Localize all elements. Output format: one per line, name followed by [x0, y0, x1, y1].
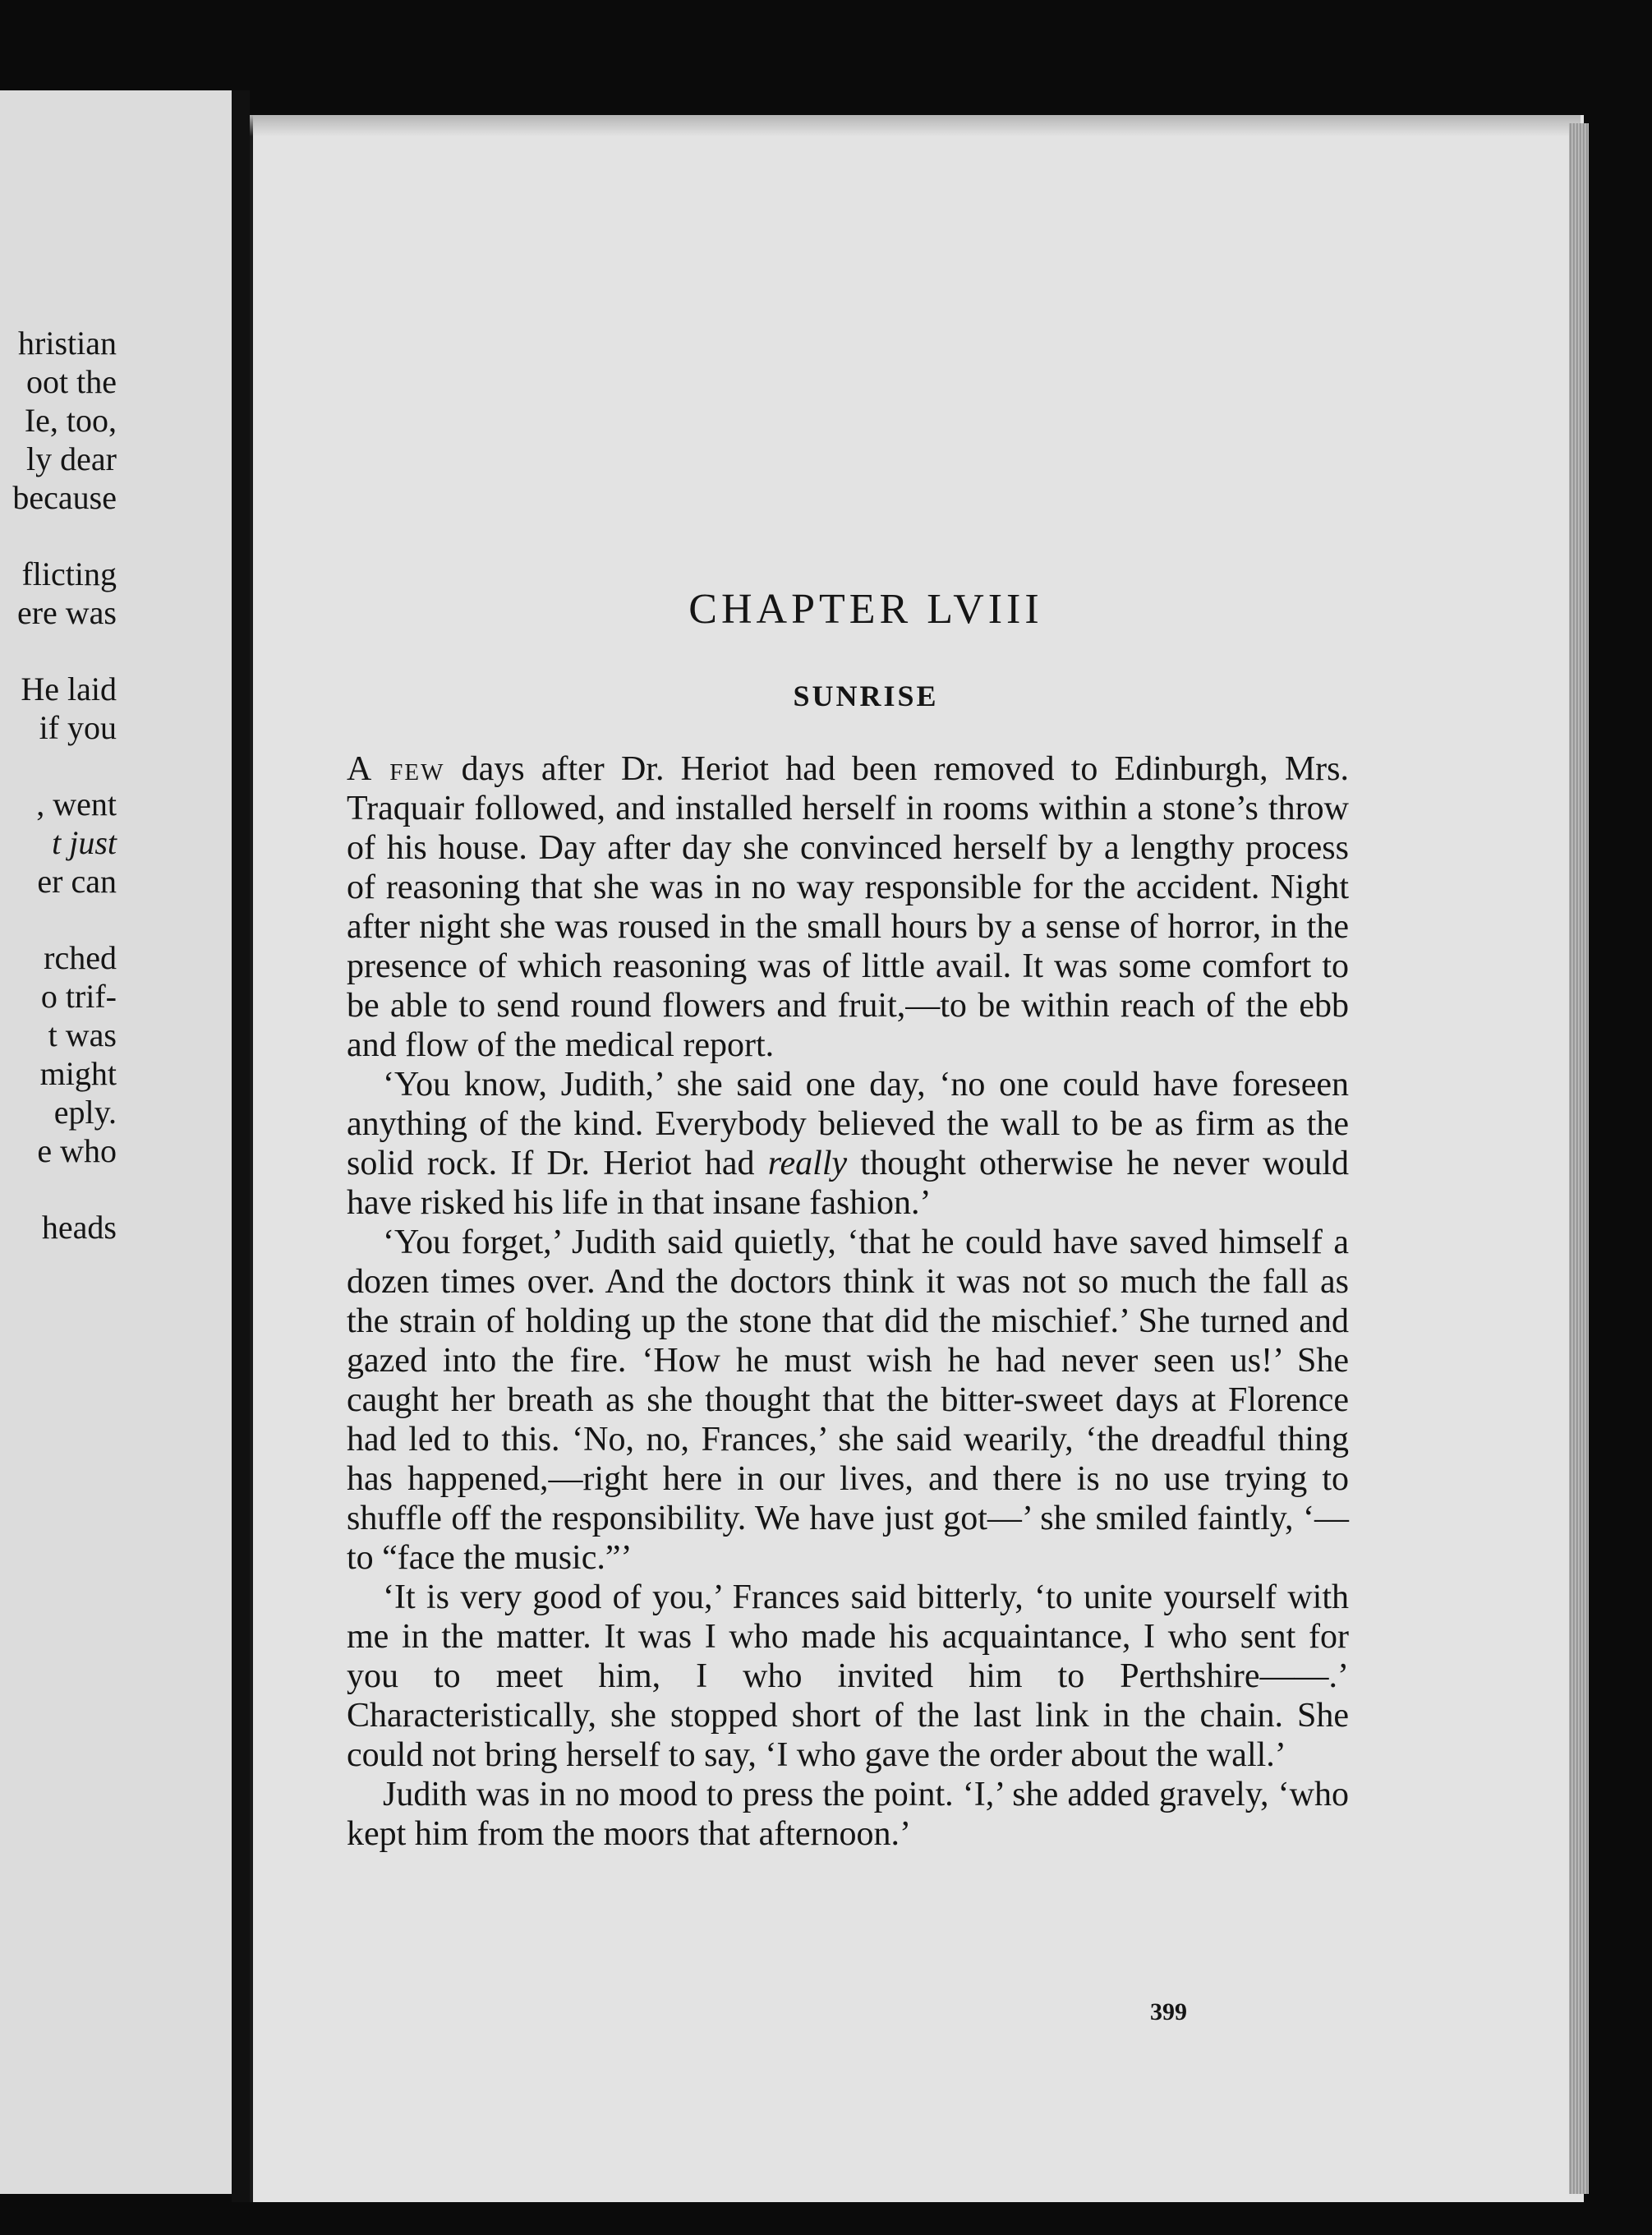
paragraph-2: [347, 1065, 1349, 1223]
paragraph-2-text-before: ‘You know, Judith,’ she said one day, ‘no one could have foreseen anything of the kind. Everybody believed the wall to be as firm as the solid rock. If Dr. Heriot had: [347, 1066, 1349, 1182]
left-line: er can: [37, 863, 117, 900]
left-line: because: [12, 479, 117, 516]
left-line: hristian: [18, 325, 117, 362]
left-line: oot the: [26, 363, 117, 400]
paragraph-2-emphasis: really: [767, 1145, 848, 1182]
paragraph-5: Judith was in no mood to press the point. ‘I,’ she added gravely, ‘who kept him from the moors that afternoon.’: [347, 1776, 1349, 1853]
paragraph-1-text: days after Dr. Heriot had been removed to Edinburgh, Mrs. Traquair followed, and installed herself in rooms within a stone’s throw of his house. Day after day she convinced herself by a lengthy process of reasoning that she was in no way responsible for the accident. Night after night she was roused in the small hours by a sense of horror, in the presence of which reasoning was of little avail. It was some comfort to be able to send round flowers and fruit,—to be within reach of the ebb and flow of the medical report.: [347, 750, 1349, 1064]
paragraph-4: ‘It is very good of you,’ Frances said bitterly, ‘to unite yourself with me in the matter. It was I who made his acquaintance, I who sent for you to meet him, I who invited him to Perthshire——.’ Characteristically, she stopped short of the last link in the chain. She could not bring herself to say, ‘I who gave the order about the wall.’: [347, 1578, 1349, 1774]
left-line: He laid: [21, 670, 117, 707]
paragraph-3: ‘You forget,’ Judith said quietly, ‘that he could have saved himself a dozen times over. And the doctors think it was not so much the fall as the strain of holding up the stone that did the mischief.’ She turned and gazed into the fire. ‘How he must wish he had never seen us!’ She caught her breath as she thought that the bitter-sweet days at Florence had led to this. ‘No, no, Frances,’ she said wearily, ‘the dreadful thing has happened,—right here in our lives, and there is no use trying to shuffle off the responsibility. We have just got—’ she smiled faintly, ‘—to “face the music.”’: [347, 1223, 1349, 1577]
left-line: might: [39, 1055, 117, 1092]
left-line-gap: [12, 632, 117, 670]
left-page-text-fragments: [12, 324, 117, 1247]
left-line: if you: [39, 709, 117, 746]
paragraph-1: [347, 749, 1349, 1065]
left-facing-page: [0, 90, 234, 2194]
left-line: eply.: [53, 1094, 117, 1131]
left-line: flicting: [21, 555, 117, 592]
left-line-gap: [12, 1170, 117, 1208]
left-line: Ie, too,: [24, 402, 117, 439]
left-line: t was: [48, 1016, 117, 1053]
chapter-body: [347, 749, 1349, 1854]
page-edge-stack: [1569, 123, 1589, 2194]
paragraph-lead-smallcaps: A few: [347, 750, 445, 788]
chapter-title: CHAPTER LVIII: [688, 586, 1043, 633]
left-line: , went: [36, 786, 117, 823]
left-line: ly dear: [26, 440, 117, 477]
page-top-shadow: [250, 115, 1581, 136]
left-line-gap: [12, 747, 117, 785]
left-line-gap: [12, 517, 117, 555]
page-number: 399: [1150, 1998, 1187, 2025]
left-line: t just: [52, 824, 117, 861]
left-line: o trif-: [40, 978, 117, 1015]
left-line: heads: [41, 1209, 117, 1246]
left-line: e who: [37, 1132, 117, 1169]
chapter-subtitle: SUNRISE: [793, 680, 939, 712]
paragraph-2-text-after: thought otherwise he never would have risked his life in that insane fashion.’: [347, 1145, 1349, 1222]
book-binding-gutter: [232, 90, 250, 2202]
left-line: ere was: [16, 594, 117, 631]
left-line-gap: [12, 901, 117, 938]
left-line: rched: [44, 939, 117, 976]
